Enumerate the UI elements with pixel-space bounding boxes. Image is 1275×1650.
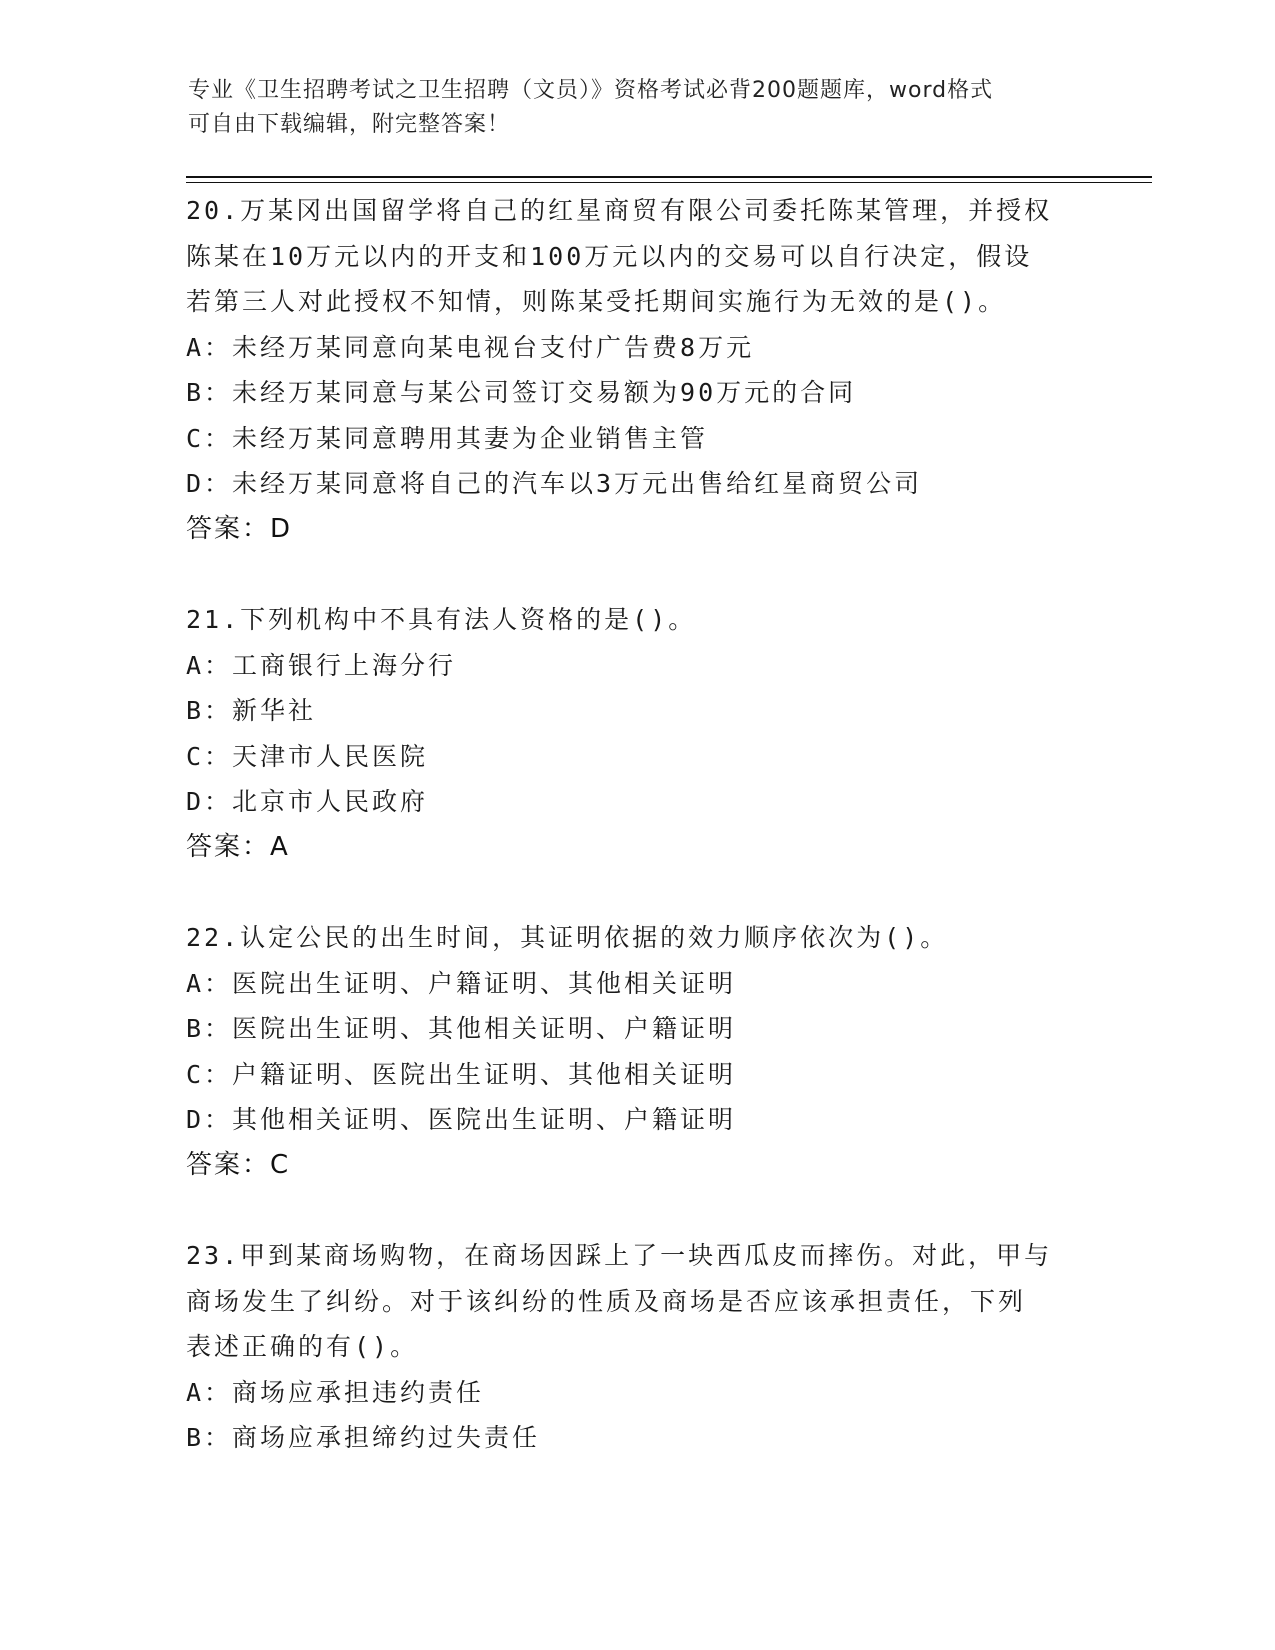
option-b: B：商场应承担缔约过失责任	[186, 1423, 541, 1452]
option-a: A：未经万某同意向某电视台支付广告费8万元	[186, 332, 755, 362]
option-d: D：其他相关证明、医院出生证明、户籍证明	[186, 1105, 737, 1134]
option-c: C：天津市人民医院	[186, 741, 429, 771]
document-header	[188, 74, 1068, 142]
question-stem-line: 商场发生了纠纷。对于该纠纷的性质及商场是否应该承担责任，下列	[186, 1286, 1027, 1316]
option-c: C：户籍证明、医院出生证明、其他相关证明	[186, 1059, 737, 1089]
answer-label: 答案：A	[186, 831, 290, 862]
question-list	[186, 188, 1086, 1506]
option-c: C：未经万某同意聘用其妻为企业销售主管	[186, 423, 709, 453]
question-22	[186, 915, 1086, 1188]
answer-label: 答案：D	[186, 513, 293, 544]
answer-label: 答案：C	[186, 1149, 291, 1180]
header-divider-thick	[186, 176, 1152, 178]
option-d: D：未经万某同意将自己的汽车以3万元出售给红星商贸公司	[186, 469, 923, 498]
option-b: B：未经万某同意与某公司签订交易额为90万元的合同	[186, 378, 857, 407]
option-a: A：工商银行上海分行	[186, 650, 457, 680]
question-stem-line: 陈某在10万元以内的开支和100万元以内的交易可以自行决定，假设	[186, 241, 1033, 271]
question-20	[186, 188, 1086, 552]
question-stem-line: 23.甲到某商场购物，在商场因踩上了一块西瓜皮而摔伤。对此，甲与	[186, 1241, 1053, 1270]
option-a: A：商场应承担违约责任	[186, 1377, 485, 1407]
header-line-2: 可自由下载编辑，附完整答案！	[188, 112, 511, 137]
question-23	[186, 1233, 1086, 1461]
option-d: D：北京市人民政府	[186, 787, 429, 816]
option-b: B：新华社	[186, 696, 317, 725]
option-a: A：医院出生证明、户籍证明、其他相关证明	[186, 968, 737, 998]
question-stem-line: 20.万某冈出国留学将自己的红星商贸有限公司委托陈某管理，并授权	[186, 196, 1053, 225]
option-b: B：医院出生证明、其他相关证明、户籍证明	[186, 1014, 737, 1043]
question-stem-line: 表述正确的有()。	[186, 1332, 419, 1361]
question-stem-line: 22.认定公民的出生时间，其证明依据的效力顺序依次为()。	[186, 923, 949, 952]
header-divider-thin	[186, 182, 1152, 183]
header-line-1: 专业《卫生招聘考试之卫生招聘（文员）》资格考试必背200题题库，word格式	[188, 78, 994, 103]
question-stem-line: 若第三人对此授权不知情，则陈某受托期间实施行为无效的是()。	[186, 287, 1007, 316]
question-stem-line: 21.下列机构中不具有法人资格的是()。	[186, 605, 697, 634]
question-21	[186, 597, 1086, 870]
